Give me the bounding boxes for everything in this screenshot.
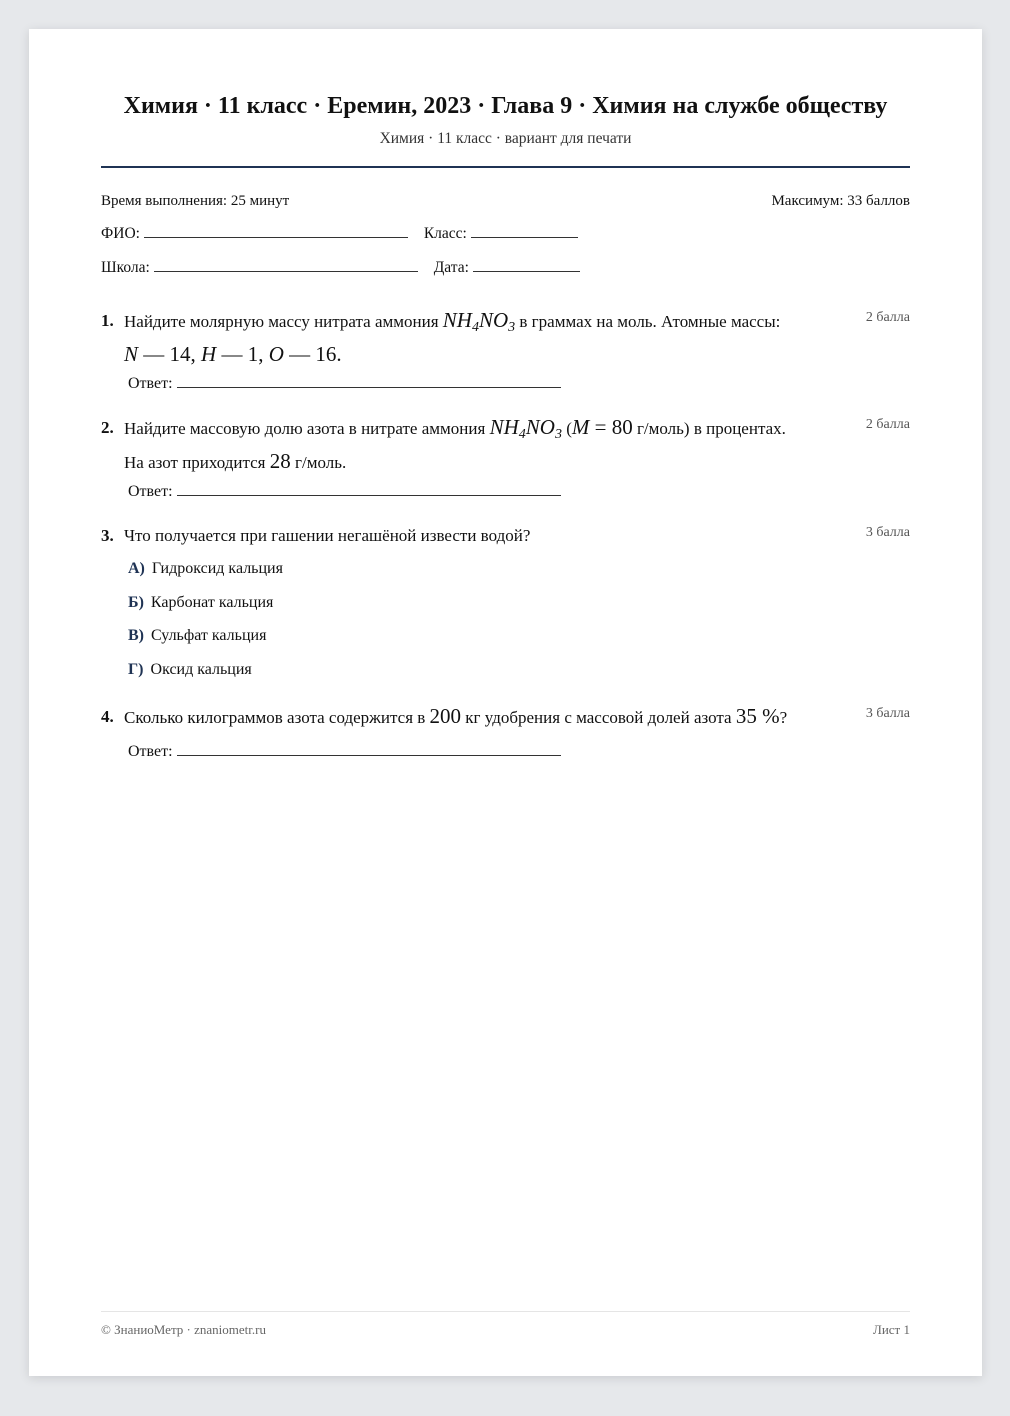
formula: $NH_4NO_3$ [489,415,562,442]
question-text: Найдите массовую долю азота в нитрате аммония $NH_4NO_3$ (M = 80 г/моль) в процентах. На азот приходится 28 г/моль. [124,415,786,473]
option-text: Оксид кальция [150,661,252,678]
question-text-part: Сколько килограммов азота содержится в [124,708,426,727]
question-text [124,703,859,731]
question-text-part: ? [779,708,788,727]
time-limit: Время выполнения: 25 минут [101,193,290,209]
page-title: Химия · 11 класс · Еремин, 2023 · Глава 9 · Химия на службе обществу [123,93,888,119]
answer-input-line[interactable] [177,386,561,388]
page-subtitle: Химия · 11 класс · вариант для печати [379,130,632,147]
fertilizer-mass: 200 [429,704,462,728]
question-2 [101,414,910,476]
answer-input-line[interactable] [177,754,561,756]
symbol-n: N [124,342,139,366]
header-divider [101,166,910,168]
class-input-line[interactable] [471,236,578,238]
question-points: 3 балла [865,525,910,540]
question-points: 2 балла [865,417,910,432]
option-text: Гидроксид кальция [151,560,283,577]
answer-field-1 [128,375,561,393]
question-text: Что получается при гашении негашёной извести водой? [124,526,531,545]
question-number: 2. [101,418,114,437]
answer-label: Ответ: [128,743,173,760]
question-4 [101,703,910,731]
page-content [101,29,910,1376]
question-text-part: Найдите молярную массу нитрата аммония [124,312,439,331]
option-letter: Г) [128,661,144,678]
option-b[interactable] [128,594,273,612]
date-label: Дата: [433,259,469,276]
symbol-h: H [201,342,217,366]
question-1 [101,307,910,369]
school-label: Школа: [101,259,150,276]
answer-label: Ответ: [128,483,173,500]
answer-input-line[interactable] [177,494,561,496]
question-number: 4. [101,707,114,726]
option-letter: А) [128,560,145,577]
option-a[interactable] [128,560,283,578]
question-text-part: Найдите массовую долю азота в нитрате аммония [124,419,486,438]
mass-o: 16 [315,342,337,366]
footer-copyright: © ЗнаниоМетр · znaniometr.ru [101,1322,266,1337]
answer-field-4 [128,743,561,761]
school-input-line[interactable] [154,270,418,272]
question-text-part: г/моль. [295,453,347,472]
answer-field-2 [128,483,561,501]
answer-label: Ответ: [128,375,173,392]
question-text-part: в граммах на моль. Атомные массы: [519,312,781,331]
question-points: 3 балла [865,706,910,721]
option-letter: Б) [128,594,144,611]
question-text-part: кг удобрения с массовой долей азота [465,708,732,727]
symbol-o: O [268,342,284,366]
question-text: Найдите молярную массу нитрата аммония $NH_4NO_3$ в граммах на моль. Атомные массы: N — 14, H — 1, O — 16. [124,308,781,366]
question-text-part: На азот приходится [124,453,266,472]
nitrogen-percent: 35 % [735,704,780,728]
option-text: Сульфат кальция [151,627,267,644]
mass-h: 1 [247,342,259,366]
footer-divider [101,1311,910,1312]
formula: $NH_4NO_3$ [442,308,516,335]
option-text: Карбонат кальция [150,594,274,611]
student-fields-row-1 [101,225,578,243]
question-number: 3. [101,526,114,545]
option-letter: В) [128,627,144,644]
question-number: 1. [101,311,114,330]
student-fields-row-2 [101,259,580,277]
question-3 [101,522,910,549]
question-text-part: г/моль) в процентах. [636,419,786,438]
worksheet-page [29,29,982,1376]
option-c[interactable] [128,627,266,645]
footer-page-number: Лист 1 [873,1322,910,1337]
mass-n: 14 [169,342,191,366]
class-label: Класс: [423,225,467,242]
option-d[interactable] [128,661,252,679]
molar-mass: 80 [611,415,633,439]
question-points: 2 балла [865,310,910,325]
nitrogen-mass: 28 [269,449,291,473]
symbol-m: M [571,415,590,439]
meta-row [101,193,910,210]
fio-label: ФИО: [101,225,140,242]
date-input-line[interactable] [473,270,580,272]
fio-input-line[interactable] [144,236,408,238]
max-score: Максимум: 33 баллов [771,193,910,209]
